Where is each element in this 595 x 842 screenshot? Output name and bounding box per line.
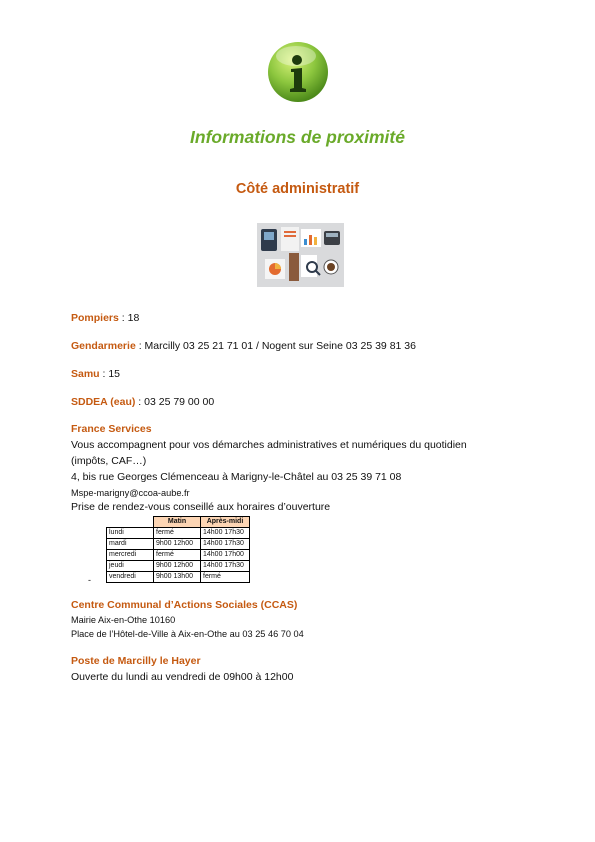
ccas-heading: Centre Communal d’Actions Sociales (CCAS) — [71, 599, 298, 611]
pompiers-value: : 18 — [118, 312, 140, 324]
emergency-gendarmerie — [71, 340, 416, 352]
morning-cell: 9h00 12h00 — [154, 561, 201, 572]
header-matin: Matin — [154, 517, 201, 528]
table-row — [107, 561, 250, 572]
gendarmerie-label: Gendarmerie — [71, 340, 136, 352]
afternoon-cell: fermé — [201, 572, 250, 583]
table-row — [107, 572, 250, 583]
table-row — [107, 539, 250, 550]
sddea-label: SDDEA (eau) — [71, 396, 136, 408]
samu-label: Samu — [71, 368, 100, 380]
emergency-pompiers — [71, 312, 139, 324]
gendarmerie-value: : Marcilly 03 25 21 71 01 / Nogent sur Seine 03 25 39 81 36 — [135, 340, 416, 352]
list-bullet: - — [88, 575, 91, 585]
opening-hours-table — [106, 516, 250, 583]
morning-cell: fermé — [154, 550, 201, 561]
page-title: Informations de proximité — [190, 127, 405, 147]
office-desk-illustration — [257, 223, 344, 287]
page-subtitle: Côté administratif — [235, 181, 360, 197]
morning-cell: 9h00 12h00 — [154, 539, 201, 550]
day-cell: lundi — [107, 528, 154, 539]
ccas-line1: Mairie Aix-en-Othe 10160 — [71, 615, 176, 625]
afternoon-cell: 14h00 17h30 — [201, 539, 250, 550]
france-services-email[interactable]: Mspe-marigny@ccoa-aube.fr — [71, 488, 190, 498]
emergency-samu — [71, 368, 120, 380]
ccas-line2: Place de l’Hôtel-de-Ville à Aix-en-Othe au 03 25 46 70 04 — [71, 629, 304, 639]
france-services-heading: France Services — [71, 423, 152, 435]
table-row — [107, 528, 250, 539]
france-services-line2: (impôts, CAF…) — [71, 455, 147, 467]
afternoon-cell: 14h00 17h30 — [201, 528, 250, 539]
table-header-row — [107, 517, 250, 528]
table-corner — [107, 517, 154, 528]
samu-value: : 15 — [99, 368, 121, 380]
poste-heading: Poste de Marcilly le Hayer — [71, 655, 201, 667]
poste-line1: Ouverte du lundi au vendredi de 09h00 à 12h00 — [71, 671, 294, 683]
morning-cell: fermé — [154, 528, 201, 539]
france-services-address: 4, bis rue Georges Clémenceau à Marigny-le-Châtel au 03 25 39 71 08 — [71, 471, 402, 483]
pompiers-label: Pompiers — [71, 312, 119, 324]
day-cell: mercredi — [107, 550, 154, 561]
france-services-line1: Vous accompagnent pour vos démarches administratives et numériques du quotidien — [71, 439, 467, 451]
info-icon — [266, 40, 330, 104]
sddea-value: : 03 25 79 00 00 — [135, 396, 215, 408]
morning-cell: 9h00 13h00 — [154, 572, 201, 583]
header-apres-midi: Après-midi — [201, 517, 250, 528]
afternoon-cell: 14h00 17h00 — [201, 550, 250, 561]
table-row — [107, 550, 250, 561]
day-cell: mardi — [107, 539, 154, 550]
afternoon-cell: 14h00 17h30 — [201, 561, 250, 572]
day-cell: jeudi — [107, 561, 154, 572]
france-services-note: Prise de rendez-vous conseillé aux horaires d’ouverture — [71, 501, 331, 513]
emergency-sddea — [71, 396, 214, 408]
day-cell: vendredi — [107, 572, 154, 583]
